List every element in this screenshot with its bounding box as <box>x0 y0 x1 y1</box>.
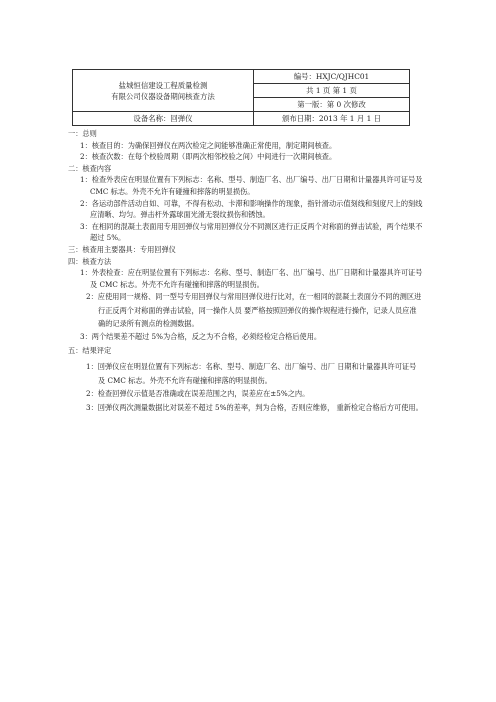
company-title <box>73 70 254 112</box>
section-2-item-1: 1：检查外表应在明显位置有下列标志：名称、型号、制造厂名、出厂编号、出厂日期和计量器具许可证号及 CMC 标志。外壳不允许有碰撞和摔落的明显损伤。 <box>80 175 423 196</box>
company-line1: 盐城恒信建设工程质量检测 <box>118 80 208 90</box>
section-5-item-1: 1：回弹仪应在明显位置有下列标志：名称、型号、制造厂名、出厂编号、出厂 日期和计量器具许可证号及 CMC 标志。外壳不允许有碰撞和摔落的明显损伤。 <box>86 362 417 385</box>
section-5-item-2: 2：检查回弹仪示值是否准确或在误差范围之内，误差应在±5%之内。 <box>86 389 310 398</box>
section-5-title: 五：结果评定 <box>68 346 112 356</box>
section-1-title: 一：总则 <box>68 129 97 138</box>
device-name: 设备名称：回弹仪 <box>73 112 254 126</box>
section-2-title: 二：核查内容 <box>68 163 112 173</box>
section-1-item-1: 1：核查目的：为确保回弹仪在两次检定之间能够准确正常使用，制定期间核查。 <box>80 140 337 150</box>
section-3-title: 三：核查用主要器具：专用回弹仪 <box>68 244 176 254</box>
page-count: 共 1 页 第 1 页 <box>254 84 410 98</box>
section-5-item-3: 3：回弹仪两次测量数据比对误差不超过 5%的差率，判为合格，否则应维修， 重新检定合格后方可使用。 <box>86 402 423 412</box>
section-2-item-3: 3：在相同的混凝土表面用专用回弹仪与常用回弹仪分不同测区进行正反两个对称面的弹击试验，两个结果不超过 5%。 <box>80 221 423 243</box>
issue-date: 颁布日期：2013 年 1 月 1 日 <box>254 112 410 126</box>
edition: 第一版：第 0 次修改 <box>254 98 410 112</box>
section-2-item-2: 2：各运动部件活动自如、可靠，不得有松动、卡滞和影响操作的现象，指针滑动示值刻线和刻度尺上的刻线应清晰、均匀。弹击杆外露球面光滑无裂纹损伤和锈蚀。 <box>80 198 423 220</box>
company-line2: 有限公司仪器设备期间核查方法 <box>111 91 215 101</box>
document-body <box>68 128 423 414</box>
section-4-title: 四：核查方法 <box>68 256 112 266</box>
section-1-item-2: 2：核查次数：在每个校验周期（即两次相邻校验之间）中间进行一次期间核查。 <box>80 152 337 162</box>
section-4-item-3: 3：两个结果差不超过 5%为合格，反之为不合格，必须经检定合格后使用。 <box>80 331 322 341</box>
header-table <box>72 69 410 126</box>
section-4-item-1: 1：外表检查：应在明显位置有下列标志：名称、型号、制造厂名、出厂编号、出厂日期和计量器具许可证号及 CMC 标志。外壳不允许有碰撞和摔落的明显损伤。 <box>80 268 423 289</box>
section-4-item-2: 2：应使用同一规格、同一型号专用回弹仪与常用回弹仪进行比对，在一相同的混凝土表面分不同的测区进行正反两个对称面的弹击试验，同一操作人员 要严格按照回弹仪的操作规程进行操作，记录人员应准确的记录所有测点的检测数据。 <box>86 292 422 329</box>
document-code: 编号：HXJC/QJHC01 <box>254 70 410 84</box>
